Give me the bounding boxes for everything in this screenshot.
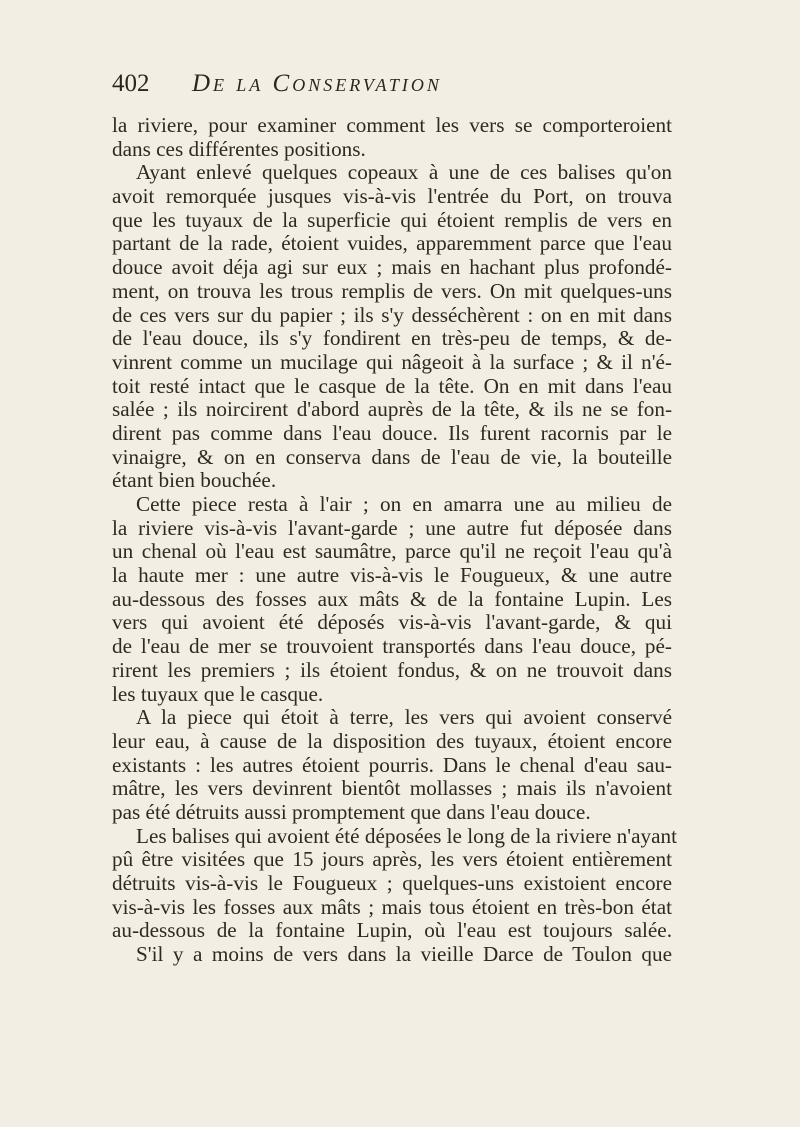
text-line: douce avoit déja agi sur eux ; mais en hachant plus profondé- — [112, 255, 672, 280]
text-line: de ces vers sur du papier ; ils s'y desséchèrent : on en mit dans — [112, 302, 672, 327]
text-line: existants : les autres étoient pourris. Dans le chenal d'eau sau- — [112, 752, 672, 777]
text-line: au-dessous des fosses aux mâts & de la fontaine Lupin. Les — [112, 586, 672, 611]
text-line: salée ; ils noircirent d'abord auprès de la tête, & ils ne se fon- — [112, 397, 672, 422]
text-line: étant bien bouchée. — [112, 468, 277, 493]
text-line: détruits vis-à-vis le Fougueux ; quelques-uns existoient encore — [112, 871, 672, 895]
text-line: la riviere, pour examiner comment les vers se comporteroient — [112, 113, 672, 137]
text-line: au-dessous de la fontaine Lupin, où l'eau est toujours salée. — [112, 918, 672, 943]
text-line: rirent les premiers ; ils étoient fondus, & on ne trouvoit dans — [112, 657, 672, 682]
text-line: S'il y a moins de vers dans la vieille Darce de Toulon que — [136, 942, 672, 967]
text-line: partant de la rade, étoient vuides, apparemment parce que l'eau — [112, 231, 672, 256]
text-line: les tuyaux que le casque. — [112, 681, 324, 706]
page-number: 402 — [112, 70, 150, 97]
text-line: que les tuyaux de la superficie qui étoient remplis de vers en — [112, 207, 672, 232]
text-line: pû être visitées que 15 jours après, les vers étoient entièrement — [112, 847, 672, 872]
text-line: Les balises qui avoient été déposées le long de la riviere n'ayant — [136, 823, 677, 848]
text-line: leur eau, à cause de la disposition des tuyaux, étoient encore — [112, 728, 672, 753]
text-line: A la piece qui étoit à terre, les vers qui avoient conservé — [136, 705, 672, 730]
text-line: Cette piece resta à l'air ; on en amarra une au milieu de — [136, 492, 672, 516]
text-line: mâtre, les vers devinrent bientôt mollasses ; mais ils n'avoient — [112, 776, 672, 801]
text-line: dans ces différentes positions. — [112, 136, 366, 161]
body-text — [112, 113, 677, 967]
text-line: la haute mer : une autre vis-à-vis le Fougueux, & une autre — [112, 563, 672, 588]
text-line: vers qui avoient été déposés vis-à-vis l'avant-garde, & qui — [112, 610, 672, 635]
text-line: la riviere vis-à-vis l'avant-garde ; une autre fut déposée dans — [112, 515, 672, 540]
text-line: vinaigre, & on en conserva dans de l'eau de vie, la bouteille — [112, 444, 672, 469]
text-line: avoit remorquée jusques vis-à-vis l'entrée du Port, on trouva — [112, 184, 672, 209]
text-line: de l'eau de mer se trouvoient transportés dans l'eau douce, pé- — [112, 634, 672, 659]
text-line: dirent pas comme dans l'eau douce. Ils furent racornis par le — [112, 420, 672, 445]
text-line: de l'eau douce, ils s'y fondirent en très-peu de temps, & de- — [112, 326, 672, 351]
text-line: Ayant enlevé quelques copeaux à une de ces balises qu'on — [136, 160, 672, 185]
text-line: vinrent comme un mucilage qui nâgeoit à la surface ; & il n'é- — [112, 349, 672, 374]
text-line: un chenal où l'eau est saumâtre, parce qu'il ne reçoit l'eau qu'à — [112, 539, 672, 564]
running-title: De la Conservation — [192, 70, 442, 97]
page-header — [112, 70, 672, 104]
text-line: pas été détruits aussi promptement que dans l'eau douce. — [112, 799, 591, 824]
text-line: vis-à-vis les fosses aux mâts ; mais tous étoient en très-bon état — [112, 894, 672, 919]
text-line: toit resté intact que le casque de la tête. On en mit dans l'eau — [112, 373, 672, 398]
text-line: ment, on trouva les trous remplis de vers. On mit quelques-uns — [112, 278, 672, 303]
